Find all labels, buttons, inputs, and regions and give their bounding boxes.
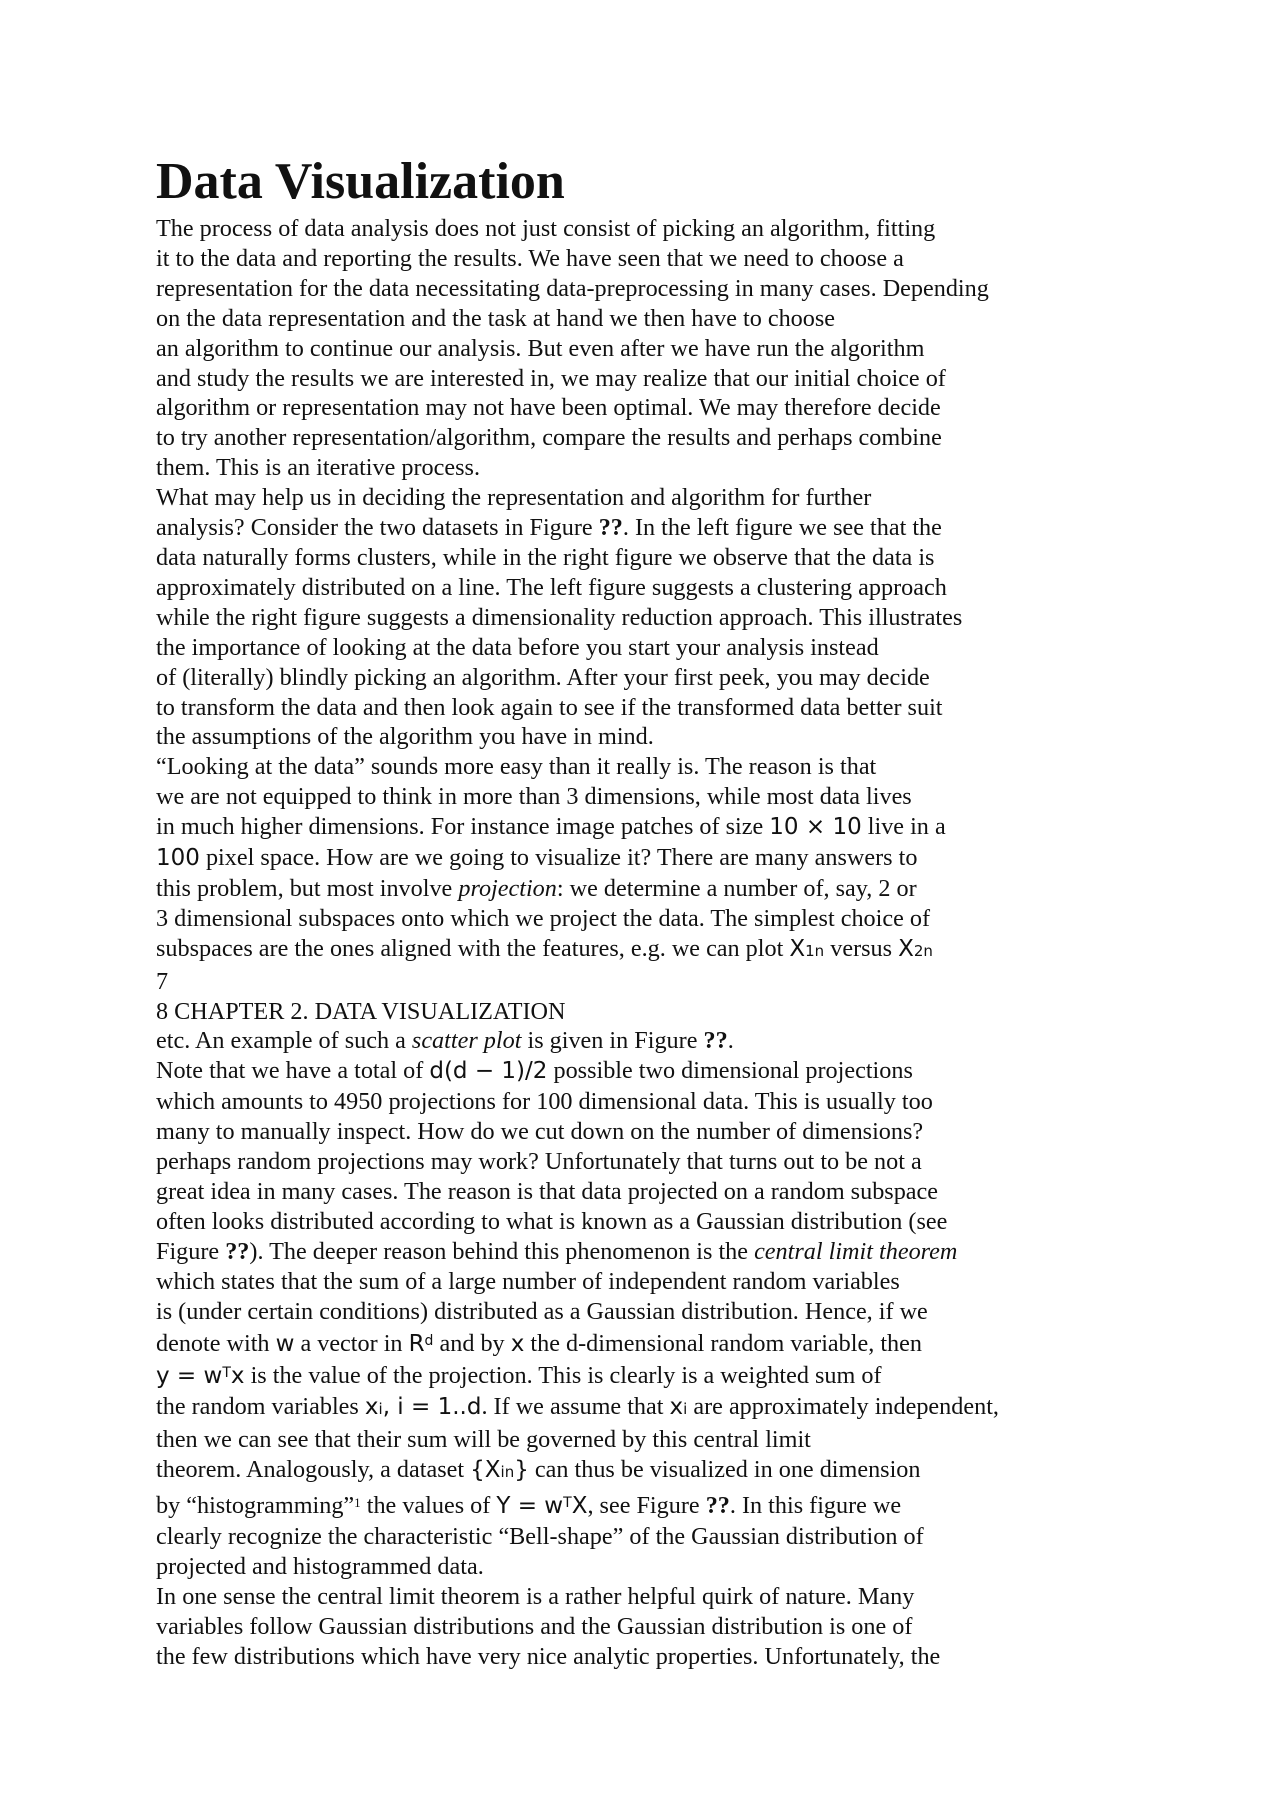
text-line: “Looking at the data” sounds more easy than it really is. The reason is that [156,753,877,781]
text-line: projected and histogrammed data. [156,1552,484,1580]
text-line: which amounts to 4950 projections for 100 dimensional data. This is usually too [156,1088,933,1116]
text-line: on the data representation and the task at hand we then have to choose [156,304,836,332]
text-line: analysis? Consider the two datasets in Figure ??. In the left figure we see that the [156,514,942,542]
text-line: approximately distributed on a line. The left figure suggests a clustering approach [156,573,947,601]
text-line: representation for the data necessitating data-preprocessing in many cases. Depending [156,274,989,302]
paragraph-projections [156,1056,1156,1581]
text-line: Note that we have a total of d(d − 1)/2 possible two dimensional projections [156,1057,913,1085]
text-line: many to manually inspect. How do we cut down on the number of dimensions? [156,1118,924,1146]
emphasis: projection [458,874,557,902]
text-line: Figure ??). The deeper reason behind this phenomenon is the central limit theorem [156,1237,958,1265]
text-line: the random variables xi, i = 1..d. If we assume that xi are approximately independent, [156,1393,999,1421]
text-line: it to the data and reporting the results. We have seen that we need to choose a [156,244,904,272]
page-title: Data Visualization [156,153,565,210]
document-page [156,154,1156,1672]
text-line: perhaps random projections may work? Unfortunately that turns out to be not a [156,1148,922,1176]
text-line: this problem, but most involve projection: we determine a number of, say, 2 or [156,874,917,902]
text-line: to try another representation/algorithm, compare the results and perhaps combine [156,424,942,452]
text-line: which states that the sum of a large number of independent random variables [156,1267,900,1295]
text-line: is (under certain conditions) distributed as a Gaussian distribution. Hence, if we [156,1297,928,1325]
text-line: data naturally forms clusters, while in the right figure we observe that the data is [156,543,935,571]
figure-ref[interactable]: ?? [705,1492,730,1520]
text-line: theorem. Analogously, a dataset {Xin} can thus be visualized in one dimension [156,1456,921,1484]
text-line: often looks distributed according to what is known as a Gaussian distribution (see [156,1207,948,1235]
paragraph-looking [156,752,1156,966]
text-line: an algorithm to continue our analysis. But even after we have run the algorithm [156,334,925,362]
text-line: denote with w a vector in $R^d$ and by x the d-dimensional random variable, then [156,1329,922,1357]
text-line: then we can see that their sum will be governed by this central limit [156,1426,811,1454]
text-line: The process of data analysis does not just consist of picking an algorithm, fitting [156,215,936,242]
text-line: In one sense the central limit theorem is a rather helpful quirk of nature. Many [156,1582,915,1610]
text-line: and study the results we are interested in, we may realize that our initial choice of [156,364,946,392]
page-number: 7 [156,967,169,995]
text-line: the few distributions which have very nice analytic properties. Unfortunately, the [156,1642,941,1670]
text-line: while the right figure suggests a dimensionality reduction approach. This illustrates [156,603,963,631]
text-line: by “histogramming”$^1$ the values of $Y = w^TX$, see Figure ??. In this figure we [156,1492,902,1520]
text-line: clearly recognize the characteristic “Bell-shape” of the Gaussian distribution of [156,1522,924,1550]
text-line: the assumptions of the algorithm you have in mind. [156,723,654,751]
paragraph-clt [156,1582,1156,1672]
text-line: the importance of looking at the data before you start your analysis instead [156,633,879,661]
text-line: 3 dimensional subspaces onto which we project the data. The simplest choice of [156,904,931,932]
figure-ref[interactable]: ?? [225,1237,250,1265]
text-line: in much higher dimensions. For instance image patches of size 10 × 10 live in a [156,813,946,841]
footnote-marker[interactable]: 1 [354,1495,361,1511]
figure-ref[interactable]: ?? [598,514,623,542]
text-line: 100 pixel space. How are we going to visualize it? There are many answers to [156,844,918,872]
math-inline: d(d − 1)/2 [429,1058,548,1085]
text-line: $y = w^Tx$ is the value of the projection. This is clearly is a weighted sum of [156,1362,882,1390]
paragraph-datasets [156,483,1156,752]
text-line: algorithm or representation may not have been optimal. We may therefore decide [156,394,941,422]
paragraph-intro [156,214,1156,483]
emphasis: scatter plot [411,1027,522,1055]
text-line: etc. An example of such a scatter plot is given in Figure ??. [156,1027,734,1055]
text-line: What may help us in deciding the representation and algorithm for further [156,484,872,512]
figure-ref[interactable]: ?? [703,1027,728,1055]
text-line: to transform the data and then look again to see if the transformed data better suit [156,693,943,721]
text-line: variables follow Gaussian distributions and the Gaussian distribution is one of [156,1612,913,1640]
math-inline: 100 [156,845,200,872]
text-line: great idea in many cases. The reason is that data projected on a random subspace [156,1178,938,1205]
text-line: them. This is an iterative process. [156,454,480,482]
running-header: 8 CHAPTER 2. DATA VISUALIZATION [156,997,566,1025]
emphasis: central limit theorem [754,1237,958,1265]
text-line: we are not equipped to think in more than 3 dimensions, while most data lives [156,783,912,811]
text-line: subspaces are the ones aligned with the features, e.g. we can plot X1n versus X2n [156,934,933,962]
math-inline: 10 × 10 [769,814,862,841]
text-line: of (literally) blindly picking an algorithm. After your first peek, you may decide [156,663,930,691]
